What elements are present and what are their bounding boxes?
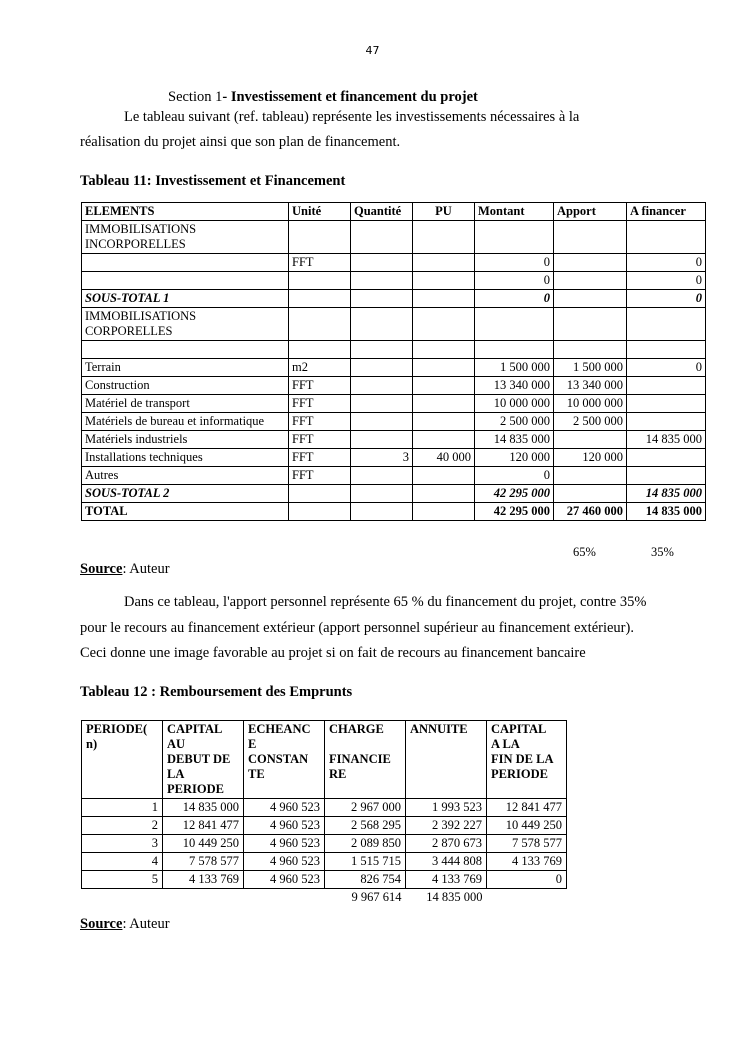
table-cell (627, 449, 706, 467)
table-cell (627, 467, 706, 485)
table-cell: 120 000 (554, 449, 627, 467)
table-cell: FFT (289, 254, 351, 272)
table-cell (289, 485, 351, 503)
table-cell: FFT (289, 413, 351, 431)
table-cell (413, 308, 475, 341)
table-row (82, 272, 706, 290)
table-header-row (82, 203, 706, 221)
table-cell: 10 449 250 (163, 835, 244, 853)
table-row (82, 431, 706, 449)
table-cell: 7 578 577 (487, 835, 567, 853)
table12-caption: Tableau 12 : Remboursement des Emprunts (80, 684, 353, 700)
table-cell: 2 967 000 (325, 799, 406, 817)
table-cell (627, 308, 706, 341)
table-cell: m2 (289, 359, 351, 377)
table-cell (413, 431, 475, 449)
table-row (82, 799, 567, 817)
table-cell: 4 133 769 (163, 871, 244, 889)
table-cell: 13 340 000 (554, 377, 627, 395)
source-2-label: Source (80, 916, 123, 932)
table-cell (289, 503, 351, 521)
table-cell (413, 221, 475, 254)
table-row (82, 221, 706, 254)
table-row (82, 871, 567, 889)
table-cell: 2 089 850 (325, 835, 406, 853)
empty-cell (163, 889, 244, 907)
table-row (82, 485, 706, 503)
column-header: CAPITAL AU DEBUT DE LA PERIODE (163, 721, 244, 799)
table-cell: 7 578 577 (163, 853, 244, 871)
table-cell: Matériels de bureau et informatique (82, 413, 289, 431)
table-cell (554, 254, 627, 272)
table-cell: 1 500 000 (554, 359, 627, 377)
source-1-text: : Auteur (122, 561, 170, 577)
table-cell (413, 395, 475, 413)
table-cell: 5 (82, 871, 163, 889)
table-row (82, 835, 567, 853)
table-cell: 3 (82, 835, 163, 853)
table-cell: 0 (475, 290, 554, 308)
table-cell (351, 341, 413, 359)
table-cell: 10 000 000 (554, 395, 627, 413)
table-cell: SOUS-TOTAL 1 (82, 290, 289, 308)
table-cell: 2 500 000 (475, 413, 554, 431)
table-cell (351, 359, 413, 377)
investment-table (81, 202, 706, 521)
total-cell: 9 967 614 (351, 890, 402, 904)
column-header: Apport (554, 203, 627, 221)
table-cell (289, 272, 351, 290)
table-cell: 120 000 (475, 449, 554, 467)
table-cell (554, 485, 627, 503)
table-cell: 10 449 250 (487, 817, 567, 835)
source-1-label: Source (80, 561, 123, 577)
table-cell: Matériels industriels (82, 431, 289, 449)
table-row (82, 449, 706, 467)
table-cell (413, 467, 475, 485)
table-cell: 14 835 000 (475, 431, 554, 449)
table-row (82, 413, 706, 431)
table-cell: 0 (627, 272, 706, 290)
table-row (82, 467, 706, 485)
empty-cell (82, 889, 163, 907)
column-header: ELEMENTS (82, 203, 289, 221)
table-row (82, 254, 706, 272)
table-cell: Installations techniques (82, 449, 289, 467)
column-header: CHARGE FINANCIE RE (325, 721, 406, 799)
table-cell: 4 133 769 (487, 853, 567, 871)
table-cell (475, 308, 554, 341)
table-cell (351, 503, 413, 521)
table-cell: 14 835 000 (627, 431, 706, 449)
table-cell: 10 000 000 (475, 395, 554, 413)
source-2-text: : Auteur (122, 916, 170, 932)
table-cell: 3 444 808 (406, 853, 487, 871)
table-row (82, 817, 567, 835)
table-cell (351, 467, 413, 485)
table-cell (413, 341, 475, 359)
table-cell: IMMOBILISATIONS INCORPORELLES (82, 221, 289, 254)
table-cell (413, 413, 475, 431)
table-cell: 42 295 000 (475, 503, 554, 521)
table-cell: 0 (627, 254, 706, 272)
table-cell: 4 960 523 (244, 853, 325, 871)
table-cell (351, 431, 413, 449)
table-row (82, 290, 706, 308)
table-cell: Terrain (82, 359, 289, 377)
table-cell: 1 500 000 (475, 359, 554, 377)
table-cell: 42 295 000 (475, 485, 554, 503)
table-row (82, 395, 706, 413)
column-header: CAPITAL A LA FIN DE LA PERIODE (487, 721, 567, 799)
table-cell: 3 (351, 449, 413, 467)
table-cell (351, 221, 413, 254)
table-cell: 2 (82, 817, 163, 835)
table-cell: 13 340 000 (475, 377, 554, 395)
table-cell: 0 (475, 254, 554, 272)
table-cell: 12 841 477 (163, 817, 244, 835)
table-cell (627, 341, 706, 359)
column-header: ANNUITE (406, 721, 487, 799)
table-cell: 4 (82, 853, 163, 871)
table-cell: 14 835 000 (627, 503, 706, 521)
table-cell (351, 290, 413, 308)
column-header: Montant (475, 203, 554, 221)
table-cell (413, 359, 475, 377)
table-cell (554, 467, 627, 485)
section-heading (168, 89, 478, 106)
column-header: PU (413, 203, 475, 221)
totals-row (82, 889, 567, 907)
table-cell (351, 254, 413, 272)
table-header-row (82, 721, 567, 799)
table-cell: 27 460 000 (554, 503, 627, 521)
table-cell: FFT (289, 467, 351, 485)
table-cell: 0 (475, 467, 554, 485)
section-title: - Investissement et financement du projet (222, 89, 478, 105)
table-cell: 1 (82, 799, 163, 817)
table-cell (82, 254, 289, 272)
table-cell: 2 568 295 (325, 817, 406, 835)
table-cell (475, 221, 554, 254)
column-header: PERIODE( n) (82, 721, 163, 799)
table-cell (289, 341, 351, 359)
table-cell (554, 290, 627, 308)
table-cell: Matériel de transport (82, 395, 289, 413)
table-cell (627, 221, 706, 254)
source-2 (80, 916, 170, 933)
table-row (82, 853, 567, 871)
total-cell: 14 835 000 (426, 890, 483, 904)
intro-line-1: Le tableau suivant (ref. tableau) représente les investissements nécessaires à la (124, 109, 580, 125)
table-cell: 2 392 227 (406, 817, 487, 835)
empty-cell (244, 889, 325, 907)
table-cell (351, 485, 413, 503)
table-cell (627, 413, 706, 431)
column-header: A financer (627, 203, 706, 221)
table-cell: 4 960 523 (244, 817, 325, 835)
table-cell: FFT (289, 377, 351, 395)
table-cell (413, 377, 475, 395)
table-cell: 4 960 523 (244, 871, 325, 889)
table-cell (82, 272, 289, 290)
para2-line-3: Ceci donne une image favorable au projet si on fait de recours au financement bancaire (80, 645, 586, 661)
table-cell: Autres (82, 467, 289, 485)
table-cell: 4 960 523 (244, 835, 325, 853)
table-cell: 1 515 715 (325, 853, 406, 871)
table-cell (289, 308, 351, 341)
table-cell (351, 308, 413, 341)
table-cell: 0 (627, 359, 706, 377)
table-row (82, 341, 706, 359)
table-cell: Construction (82, 377, 289, 395)
source-1 (80, 561, 170, 578)
table-cell (289, 221, 351, 254)
column-header: ECHEANC E CONSTAN TE (244, 721, 325, 799)
table-cell (351, 272, 413, 290)
table-cell: 12 841 477 (487, 799, 567, 817)
empty-cell (487, 889, 567, 907)
table-cell (413, 485, 475, 503)
section-prefix: Section 1 (168, 89, 223, 105)
table-cell: IMMOBILISATIONS CORPORELLES (82, 308, 289, 341)
table-row (82, 359, 706, 377)
table-cell: FFT (289, 395, 351, 413)
table-cell (351, 377, 413, 395)
table-cell (627, 377, 706, 395)
table-cell (554, 221, 627, 254)
table-cell (413, 290, 475, 308)
table-cell (413, 503, 475, 521)
page-number: 47 (365, 44, 380, 57)
table-cell (554, 308, 627, 341)
table-cell: 0 (487, 871, 567, 889)
table-cell: 40 000 (413, 449, 475, 467)
pct-financer: 35% (651, 545, 674, 559)
table-cell: 0 (627, 290, 706, 308)
table-cell (627, 395, 706, 413)
para2-line-2: pour le recours au financement extérieur (apport personnel supérieur au financement extérieur). (80, 620, 634, 636)
table-cell (413, 254, 475, 272)
table-row (82, 308, 706, 341)
table-cell (554, 341, 627, 359)
table-cell: FFT (289, 431, 351, 449)
table-cell: 1 993 523 (406, 799, 487, 817)
table-cell (475, 341, 554, 359)
table-row (82, 377, 706, 395)
table-cell: 14 835 000 (163, 799, 244, 817)
intro-line-2: réalisation du projet ainsi que son plan de financement. (80, 134, 401, 150)
table-cell: 0 (475, 272, 554, 290)
loan-table (81, 720, 567, 906)
table-cell: 2 500 000 (554, 413, 627, 431)
column-header: Quantité (351, 203, 413, 221)
table-cell: SOUS-TOTAL 2 (82, 485, 289, 503)
table-cell: 14 835 000 (627, 485, 706, 503)
table-cell: 826 754 (325, 871, 406, 889)
table-row (82, 503, 706, 521)
para2-line-1: Dans ce tableau, l'apport personnel représente 65 % du financement du projet, contre 35% (124, 594, 647, 610)
table-cell (351, 413, 413, 431)
table-cell (413, 272, 475, 290)
table-cell: 4 133 769 (406, 871, 487, 889)
table11-caption: Tableau 11: Investissement et Financement (80, 173, 346, 189)
column-header: Unité (289, 203, 351, 221)
table-cell: 2 870 673 (406, 835, 487, 853)
pct-apport: 65% (573, 545, 596, 559)
table-cell (351, 395, 413, 413)
table-cell (554, 272, 627, 290)
table-cell: 4 960 523 (244, 799, 325, 817)
table-cell (554, 431, 627, 449)
table-cell: FFT (289, 449, 351, 467)
table-cell (82, 341, 289, 359)
table-cell: TOTAL (82, 503, 289, 521)
table-cell (289, 290, 351, 308)
